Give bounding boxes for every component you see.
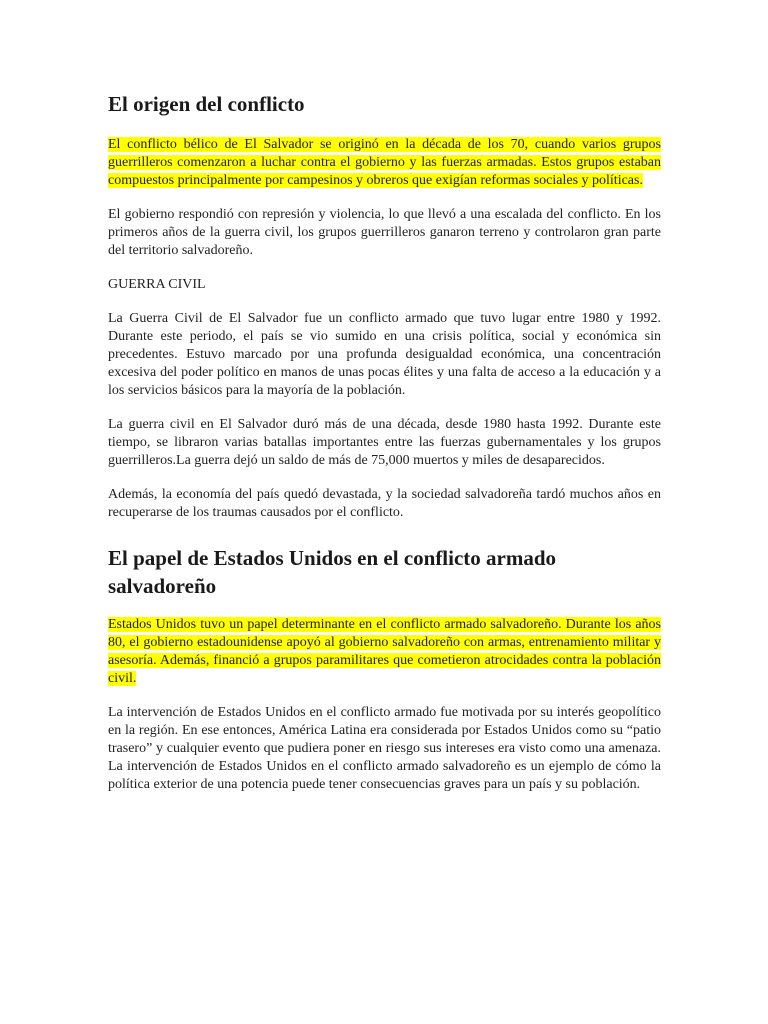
paragraph-highlighted-1 bbox=[108, 136, 661, 190]
paragraph-4: La guerra civil en El Salvador duró más de una década, desde 1980 hasta 1992. Durante este tiempo, se libraron varias batallas importantes entre las fuerzas gubernamentales y los grupos guerrilleros.La guerra dejó un saldo de más de 75,000 muertos y miles de desaparecidos. bbox=[108, 417, 661, 468]
paragraph-highlighted-6 bbox=[108, 616, 661, 688]
subheading-guerra-civil: GUERRA CIVIL bbox=[108, 277, 206, 292]
paragraph-3: La Guerra Civil de El Salvador fue un conflicto armado que tuvo lugar entre 1980 y 1992. Durante este periodo, el país se vio sumido en una crisis política, social y económica sin precedentes. Estuvo marcado por una profunda desigualdad económica, una concentración excesiva del poder político en manos de unas pocas élites y una falta de acceso a la educación y a los servicios básicos para la mayoría de la población. bbox=[108, 311, 661, 398]
highlighted-text: Estados Unidos tuvo un papel determinante en el conflicto armado salvadoreño. Durante los años 80, el gobierno estadounidense apoyó al gobierno salvadoreño con armas, entrenamiento militar y asesoría. Además, financió a grupos paramilitares que cometieron atrocidades contra la población civil. bbox=[108, 617, 661, 686]
paragraph-7: La intervención de Estados Unidos en el conflicto armado fue motivada por su interés geopolítico en la región. En ese entonces, América Latina era considerada por Estados Unidos como su “patio trasero” y cualquier evento que pudiera poner en riesgo sus intereses era visto como una amenaza. La intervención de Estados Unidos en el conflicto armado salvadoreño es un ejemplo de cómo la política exterior de una potencia puede tener consecuencias graves para un país y su población. bbox=[108, 705, 661, 792]
document-page bbox=[108, 90, 661, 810]
highlighted-text: El conflicto bélico de El Salvador se originó en la década de los 70, cuando varios grupos guerrilleros comenzaron a luchar contra el gobierno y las fuerzas armadas. Estos grupos estaban compuestos principalmente por campesinos y obreros que exigían reformas sociales y políticas. bbox=[108, 137, 661, 188]
paragraph-5: Además, la economía del país quedó devastada, y la sociedad salvadoreña tardó muchos años en recuperarse de los traumas causados por el conflicto. bbox=[108, 487, 661, 520]
heading-origen-del-conflicto: El origen del conflicto bbox=[108, 92, 305, 116]
heading-papel-estados-unidos: El papel de Estados Unidos en el conflicto armado salvadoreño bbox=[108, 546, 557, 598]
paragraph-2: El gobierno respondió con represión y violencia, lo que llevó a una escalada del conflicto. En los primeros años de la guerra civil, los grupos guerrilleros ganaron terreno y controlaron gran parte del territorio salvadoreño. bbox=[108, 207, 661, 258]
